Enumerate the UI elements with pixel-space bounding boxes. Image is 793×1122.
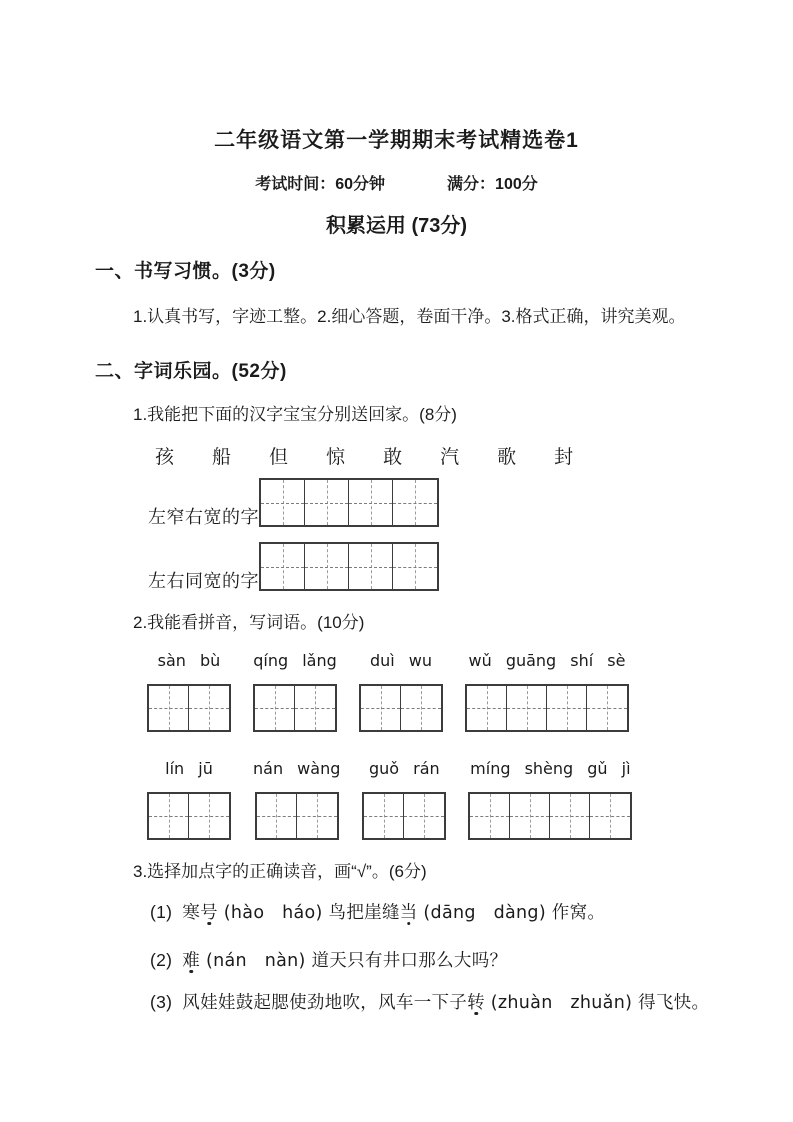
pinyin-group [362,759,446,840]
part-heading: 积累运用 (73分) [325,215,468,237]
writing-cell [305,480,349,525]
writing-cell [349,480,393,525]
grid-row-label: 左窄右宽的字 [148,507,259,527]
question-3 [150,989,793,1014]
pinyin-row-2 [147,759,793,840]
pinyin-group [359,651,443,732]
writing-cell [590,794,630,838]
pinyin-label: sàn bù [157,651,221,670]
narrow-left-wide-right-row [148,478,793,527]
pinyin-group [147,759,231,840]
writing-cell [404,794,444,838]
pinyin-label: guǒ rán [369,759,440,778]
character-row [155,442,793,469]
char-item: 歌 [497,447,517,468]
pinyin-label: lín jū [165,759,213,778]
writing-cell [257,794,297,838]
writing-cell [364,794,404,838]
writing-cell [149,686,189,730]
writing-cell [189,686,229,730]
char-item: 但 [269,447,289,468]
dotted-character: 当 [399,902,418,922]
char-item: 惊 [326,447,346,468]
item1-label: 1.我能把下面的汉字宝宝分别送回家。(8分) [133,405,457,424]
writing-cell [261,544,305,589]
writing-cell [189,794,229,838]
pinyin-label: wǔ guāng shí sè [468,651,626,670]
writing-cell [467,686,507,730]
pinyin-label: duì wu [369,651,433,670]
writing-grid [465,684,629,732]
writing-cell [550,794,590,838]
full-score-label: 满分：100分 [447,176,538,193]
writing-cell [255,686,295,730]
page-title: 二年级语文第一学期期末考试精选卷1 [214,129,579,152]
char-item: 船 [212,447,232,468]
writing-grid [147,684,231,732]
writing-cell [587,686,627,730]
writing-cell [149,794,189,838]
writing-cell [295,686,335,730]
pinyin-label: qíng lǎng [253,651,337,670]
pinyin-row-1 [147,651,793,732]
question-1 [150,899,793,924]
question-text: (dāng dàng) 作窝。 [417,903,606,923]
item2-label: 2.我能看拼音，写词语。(10分) [133,613,365,632]
question-number: (2) [150,950,173,970]
item3-label: 3.选择加点字的正确读音，画“√”。(6分) [133,862,427,881]
pinyin-group [253,651,337,732]
writing-cell [547,686,587,730]
dotted-character: 转 [467,992,485,1012]
writing-grid [259,542,439,591]
writing-grid [468,792,632,840]
char-item: 敢 [383,447,403,468]
pinyin-group [468,759,632,840]
section2-heading: 二、字词乐园。(52分) [95,361,287,382]
pinyin-group [465,651,629,732]
question-text: (zhuàn zhuǎn) 得飞快。 [484,993,710,1013]
question-text: 寒 [182,902,201,922]
writing-grid [359,684,443,732]
writing-cell [393,480,437,525]
section1-heading: 一、书写习惯。(3分) [95,261,276,282]
question-number: (1) [150,902,173,922]
grid-row-label: 左右同宽的字 [148,571,259,591]
equal-width-row [148,542,793,591]
question-text: (nán nàn) 道天只有井口那么大吗？ [200,951,508,971]
writing-cell [261,480,305,525]
exam-time-label: 考试时间：60分钟 [255,176,386,193]
char-item: 孩 [155,447,175,468]
writing-grid [255,792,339,840]
exam-info-line [0,171,793,194]
writing-grid [259,478,439,527]
question-text: 风娃娃鼓起腮使劲地吹，风车一下子 [182,992,468,1012]
writing-grid [362,792,446,840]
pinyin-group [147,651,231,732]
writing-cell [470,794,510,838]
writing-cell [297,794,337,838]
pinyin-group [253,759,340,840]
writing-cell [305,544,349,589]
char-item: 封 [554,447,574,468]
char-item: 汽 [440,447,460,468]
pinyin-label: nán wàng [253,759,341,778]
writing-cell [393,544,437,589]
dotted-character: 难 [182,950,201,970]
writing-grid [253,684,337,732]
writing-grid [147,792,231,840]
question-2 [150,947,793,972]
section1-body: 1.认真书写，字迹工整。2.细心答题，卷面干净。3.格式正确，讲究美观。 [133,307,686,326]
writing-cell [510,794,550,838]
writing-cell [401,686,441,730]
question-number: (3) [150,992,173,1012]
writing-cell [349,544,393,589]
dotted-character: 号 [200,902,218,922]
writing-cell [361,686,401,730]
pinyin-label: míng shèng gǔ jì [470,759,631,778]
question-text: (hào háo) 鸟把崖缝 [217,903,400,923]
writing-cell [507,686,547,730]
